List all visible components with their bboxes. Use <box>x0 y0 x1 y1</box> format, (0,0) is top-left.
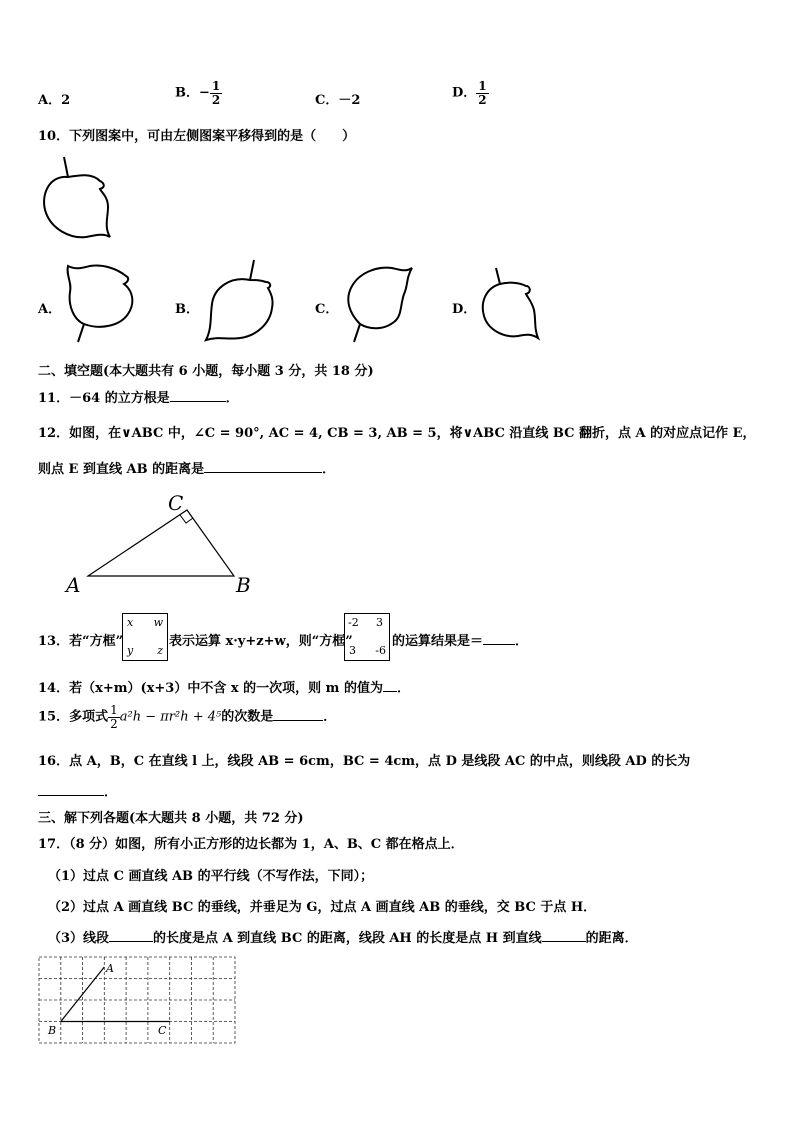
point-label-c: C <box>158 1024 167 1037</box>
q9-b-numerator: 1 <box>211 79 221 93</box>
q9-option-d-fraction <box>476 80 488 106</box>
q9-b-denominator: 2 <box>211 92 221 107</box>
q9-option-b <box>175 80 222 106</box>
q16-line2 <box>38 781 117 800</box>
leaf-stem <box>78 324 84 342</box>
q9-option-b-fraction <box>210 80 222 106</box>
q10-option-b-label: B． <box>175 302 199 317</box>
point-label-a: A <box>106 962 114 975</box>
q12-line2-end: ． <box>322 462 336 477</box>
box2-bottom-right: -6 <box>375 644 386 657</box>
q15 <box>38 704 336 730</box>
q13-middle: 表示运算 x·y+z+w，则“方框” <box>169 634 353 649</box>
q10-reference-leaf <box>38 155 118 245</box>
box1-bottom-right: z <box>157 644 163 657</box>
q13-post-text: 的运算结果是＝ <box>392 634 484 649</box>
vertex-label-c: C <box>168 491 184 515</box>
box2-bottom-left: 3 <box>349 644 356 657</box>
leaf-stem <box>496 268 500 284</box>
q10-option-d-leaf <box>476 266 546 342</box>
q10-option-a-label: A． <box>38 302 62 317</box>
q15-end: ． <box>323 709 337 725</box>
q13-suffix <box>392 630 528 649</box>
q13-answer-blank[interactable] <box>483 632 515 645</box>
q10-option-c-label: C． <box>315 302 339 317</box>
leaf-outline <box>44 175 110 237</box>
q17-part3-b: 的长度是点 A 到直线 BC 的距离，线段 AH 的长度是点 H 到直线 <box>153 931 542 946</box>
q9-option-c: C．－2 <box>315 93 361 108</box>
box1-bottom-left: y <box>127 644 134 657</box>
q10-option-a-leaf <box>62 262 142 344</box>
q9-option-d <box>452 80 489 106</box>
q17-stem: 17．（8 分）如图，所有小正方形的边长都为 1，A、B、C 都在格点上． <box>38 837 464 852</box>
q15-answer-blank[interactable] <box>273 708 323 721</box>
leaf-outline <box>68 265 133 326</box>
q11-answer-blank[interactable] <box>170 389 226 402</box>
triangle-abc <box>88 510 234 576</box>
q16-end: ． <box>104 785 118 800</box>
q17-part3-c: 的距离． <box>585 931 638 946</box>
q16-answer-blank[interactable] <box>38 783 104 796</box>
q10-option-d-label: D． <box>452 302 477 317</box>
q9-option-b-prefix: B．− <box>175 85 210 101</box>
q9-option-a: A．2 <box>38 93 71 108</box>
leaf-stem <box>250 260 254 280</box>
q9-d-numerator: 1 <box>478 79 487 93</box>
q11-text: 11．－64 的立方根是 <box>38 391 170 406</box>
q13-box-question <box>344 613 390 661</box>
q9-d-denominator: 2 <box>478 92 487 107</box>
section-2-heading: 二、填空题(本大题共有 6 小题，每小题 3 分，共 18 分) <box>38 364 374 379</box>
q16-line1: 16．点 A，B，C 在直线 l 上，线段 AB = 6cm，BC = 4cm，点 D 是线段 AC 的中点，则线段 AD 的长为 <box>38 754 691 769</box>
q17-part3 <box>48 927 638 946</box>
q10-option-b-leaf <box>200 258 280 344</box>
q11-end: ． <box>225 391 239 406</box>
q15-fraction <box>108 704 120 730</box>
q17-answer-blank-2[interactable] <box>542 929 586 942</box>
box2-top-right: 3 <box>376 616 383 629</box>
q10-option-c-leaf <box>340 262 420 344</box>
q12-answer-blank[interactable] <box>204 460 322 473</box>
q13-prefix: 13．若“方框” <box>38 634 124 649</box>
q17-answer-blank-1[interactable] <box>109 929 153 942</box>
q14 <box>38 677 410 696</box>
leaf-outline <box>348 268 412 329</box>
section-3-heading: 三、解下列各题(本大题共 8 小题，共 72 分) <box>38 811 304 826</box>
box2-top-left: -2 <box>348 616 359 629</box>
q17-part2: （2）过点 A 画直线 BC 的垂线，并垂足为 G，过点 A 画直线 AB 的垂线，交 BC 于点 H． <box>48 900 597 915</box>
q14-text: 14．若（x+m）(x+3）中不含 x 的一次项，则 m 的值为 <box>38 681 383 696</box>
vertex-label-b: B <box>236 573 251 597</box>
q15-denominator: 2 <box>110 716 118 731</box>
leaf-outline <box>483 283 538 338</box>
q15-prefix: 15．多项式 <box>38 709 109 725</box>
q12-triangle-figure <box>60 488 270 598</box>
q9-option-d-prefix: D． <box>452 85 477 101</box>
q14-answer-blank[interactable] <box>383 679 397 692</box>
q15-numerator: 1 <box>110 703 118 717</box>
point-label-b: B <box>48 1024 57 1037</box>
dashed-grid <box>39 957 235 1043</box>
q13-end: ． <box>515 634 529 649</box>
q12-line2-text: 则点 E 到直线 AB 的距离是 <box>38 462 205 477</box>
leaf-outline <box>206 279 273 340</box>
q17-part1: （1）过点 C 画直线 AB 的平行线（不写作法，下同）； <box>48 869 374 884</box>
leaf-stem <box>354 324 360 342</box>
vertex-label-a: A <box>66 573 81 597</box>
q10-stem: 10．下列图案中，可由左侧图案平移得到的是（ ） <box>38 129 356 144</box>
q17-grid-figure <box>38 956 238 1046</box>
q14-end: ． <box>396 681 410 696</box>
q13-box-example <box>122 613 168 661</box>
box1-top-left: x <box>127 616 134 629</box>
q12-line2 <box>38 458 335 477</box>
box1-top-right: w <box>153 616 163 629</box>
leaf-stem <box>64 157 68 177</box>
q12-line1: 12．如图，在∨ABC 中，∠C = 90°, AC = 4, CB = 3, AB = 5，将∨ABC 沿直线 BC 翻折，点 A 的对应点记作 E， <box>38 426 756 441</box>
q15-expression: a²h − πr²h + 4⁵ <box>119 709 222 725</box>
q11 <box>38 387 239 406</box>
q17-part3-a: （3）线段 <box>48 931 110 946</box>
q15-post: 的次数是 <box>221 709 274 725</box>
